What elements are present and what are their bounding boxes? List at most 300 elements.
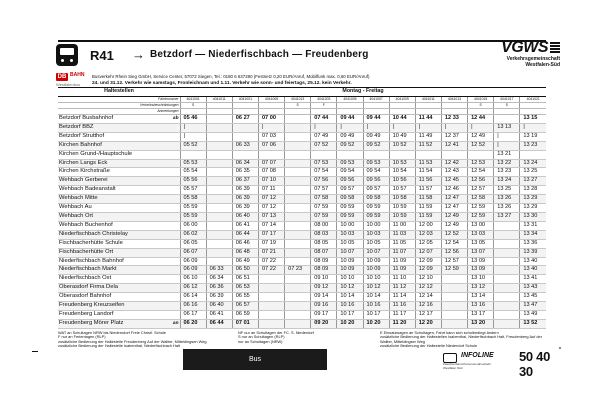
departure-time: 10 12 — [337, 284, 363, 293]
meta-cell: S — [494, 103, 520, 109]
departure-time: 06 09 — [180, 257, 206, 266]
departure-time: 12 09 — [415, 257, 441, 266]
departure-time: 12 44 — [468, 115, 494, 124]
departure-time: 09 57 — [337, 186, 363, 195]
footnote: nur an Schultagen (NRW) — [238, 338, 283, 344]
meta-cell: 4041015 — [468, 97, 494, 103]
table-row — [58, 248, 546, 257]
line-number: R41 — [90, 48, 114, 63]
table-row — [58, 150, 546, 159]
departure-time — [285, 221, 311, 230]
departure-time: 06 09 — [180, 266, 206, 275]
arrival-departure-flag — [168, 132, 180, 141]
departure-time — [494, 221, 520, 230]
departure-time — [285, 186, 311, 195]
departure-time: 06 07 — [180, 248, 206, 257]
departure-time: 10 57 — [389, 186, 415, 195]
arrival-departure-flag — [168, 293, 180, 302]
departure-time: 13 25 — [520, 168, 546, 177]
arrival-departure-flag — [168, 275, 180, 284]
departure-time: 06 41 — [232, 221, 258, 230]
arrival-departure-flag — [168, 266, 180, 275]
departure-time: 13 45 — [520, 293, 546, 302]
meta-cell: S — [285, 103, 311, 109]
departure-time — [441, 284, 467, 293]
meta-label: Anmerkungen — [58, 109, 180, 115]
departure-time: | — [494, 132, 520, 141]
departure-time — [494, 293, 520, 302]
departure-time — [285, 177, 311, 186]
departure-time — [258, 284, 284, 293]
departure-time: 13 15 — [520, 115, 546, 124]
departure-time: 09 52 — [363, 141, 389, 150]
meta-cell: S — [180, 103, 206, 109]
departure-time: 13 43 — [520, 284, 546, 293]
departure-time: 10 12 — [363, 284, 389, 293]
departure-time — [258, 319, 284, 328]
departure-time: 07 12 — [258, 204, 284, 213]
departure-time: 12 59 — [468, 204, 494, 213]
stop-name: Betzdorf BBZ — [58, 123, 168, 132]
departure-time: 06 48 — [232, 248, 258, 257]
departure-time: 06 39 — [206, 293, 232, 302]
departure-time — [232, 123, 258, 132]
departure-time: 08 07 — [311, 248, 337, 257]
departure-time: 10 58 — [389, 195, 415, 204]
meta-cell: 4041005 — [258, 97, 284, 103]
departure-time — [285, 123, 311, 132]
departure-time: 13 41 — [520, 275, 546, 284]
departure-time: 12 49 — [441, 212, 467, 221]
departure-time — [285, 293, 311, 302]
stop-name: Wehbach Ort — [58, 212, 168, 221]
departure-time — [285, 212, 311, 221]
footnote: zusätzliche Bedienung der Haltestellen Isabenthal, Niederfischbach Halt, Freudenberg Auf der Wallter, Mitteldingser Weg — [380, 334, 542, 344]
arrival-departure-flag — [168, 195, 180, 204]
departure-time: 07 49 — [311, 132, 337, 141]
db-logo: DB — [57, 74, 67, 80]
departure-time: 12 59 — [441, 266, 467, 275]
departure-time — [285, 132, 311, 141]
stop-name: Fischbacherhütte Ort — [58, 248, 168, 257]
meta-cell: 4041011 — [415, 97, 441, 103]
departure-time: 13 27 — [494, 212, 520, 221]
departure-time — [258, 302, 284, 311]
departure-time: 07 13 — [258, 212, 284, 221]
departure-time — [494, 257, 520, 266]
timetable-header — [58, 39, 560, 70]
stop-name: Niederfischbach Ost — [58, 275, 168, 284]
departure-time: 07 00 — [258, 115, 284, 124]
departure-time: 10 05 — [363, 239, 389, 248]
meta-cell: 4041001 — [180, 97, 206, 103]
departure-time — [285, 195, 311, 204]
departure-time — [206, 230, 232, 239]
departure-time: 11 44 — [415, 115, 441, 124]
stop-name: Fischbacherhütte Schule — [58, 239, 168, 248]
departure-time: 13 29 — [520, 204, 546, 213]
departure-time — [441, 319, 467, 328]
departure-time: 08 05 — [311, 239, 337, 248]
footnote: F nur an Ferientagen (RLP) — [58, 334, 106, 340]
departure-time: 11 58 — [415, 195, 441, 204]
departure-time — [494, 284, 520, 293]
meta-cell: 4041021 — [520, 97, 546, 103]
departure-time: 11 52 — [415, 141, 441, 150]
departure-time: 13 13 — [494, 123, 520, 132]
departure-time: 12 05 — [415, 239, 441, 248]
departure-time: 11 53 — [415, 159, 441, 168]
departure-time: 10 54 — [389, 168, 415, 177]
stop-name: Betzdorf Busbahnhof — [58, 115, 168, 124]
zws-subtitle: Zweckverband Personennahverkehr Westfalen Süd — [443, 362, 492, 370]
departure-time: 13 12 — [468, 284, 494, 293]
departure-time: 12 53 — [468, 159, 494, 168]
departure-time: 10 17 — [363, 310, 389, 319]
departure-time: 06 51 — [232, 275, 258, 284]
departure-time: 07 54 — [311, 168, 337, 177]
departure-time — [494, 275, 520, 284]
departure-time — [206, 221, 232, 230]
departure-time: 10 56 — [389, 177, 415, 186]
departure-time: 06 27 — [232, 115, 258, 124]
departure-time: 06 34 — [232, 159, 258, 168]
stop-name: Kirchen Bahnhof — [58, 141, 168, 150]
departure-time: 09 59 — [363, 204, 389, 213]
departure-time — [285, 239, 311, 248]
departure-time: 08 09 — [311, 257, 337, 266]
bus-label-bar: Bus — [183, 349, 327, 370]
departure-time: 12 52 — [441, 230, 467, 239]
departure-time: 12 09 — [415, 266, 441, 275]
departure-time: 12 47 — [441, 204, 467, 213]
departure-time: 11 49 — [415, 132, 441, 141]
departure-time: 07 23 — [285, 266, 311, 275]
departure-time — [285, 168, 311, 177]
departure-time: 07 10 — [258, 177, 284, 186]
departure-time: 13 20 — [468, 319, 494, 328]
departure-time: 05 59 — [180, 204, 206, 213]
footnotes-col-2 — [238, 331, 348, 345]
departure-time: 09 56 — [363, 177, 389, 186]
departure-time: 07 11 — [258, 186, 284, 195]
departure-time: 10 07 — [363, 248, 389, 257]
departure-time — [285, 302, 311, 311]
departure-time: 10 14 — [337, 293, 363, 302]
departure-time: 06 16 — [180, 302, 206, 311]
stop-name: Wehbach Gerberei — [58, 177, 168, 186]
timetable-page — [56, 39, 560, 349]
departure-time — [206, 159, 232, 168]
operator-info: Busverkehr Rhein Sieg GmbH, Service Center, 57072 Siegen, Tel.: 0180 6 637280 (Festnetz 0,20 EUR/Anruf, Mobilfunk max. 0,60 EUR/Anruf) — [92, 74, 370, 79]
table-row — [58, 159, 546, 168]
departure-time: 07 21 — [258, 248, 284, 257]
departure-time: 10 07 — [337, 248, 363, 257]
table-row — [58, 239, 546, 248]
departure-time: 12 57 — [441, 257, 467, 266]
departure-time — [494, 115, 520, 124]
departure-time: 10 16 — [337, 302, 363, 311]
departure-time: 06 36 — [206, 284, 232, 293]
footnote: WAT an Schultagen NRW bis Niederndorf Freie Christl. Schule — [58, 329, 166, 335]
departure-time: 12 49 — [468, 132, 494, 141]
departure-time: 05 58 — [180, 195, 206, 204]
footnote: E Einsatzwagen an Schultagen, Fahrt kann sich schulbedingt ändern — [380, 329, 499, 335]
departure-time: 10 09 — [337, 257, 363, 266]
departure-time: 07 01 — [232, 319, 258, 328]
departure-time — [494, 266, 520, 275]
departure-time: 06 39 — [232, 195, 258, 204]
departure-time: 07 56 — [311, 177, 337, 186]
arrival-departure-flag — [168, 177, 180, 186]
departure-time: 10 14 — [363, 293, 389, 302]
departure-time: | — [520, 123, 546, 132]
departure-time — [415, 150, 441, 159]
departure-time — [232, 132, 258, 141]
departure-time: 13 23 — [494, 168, 520, 177]
operator-row — [58, 73, 546, 87]
arrival-departure-flag — [168, 302, 180, 311]
departure-time — [258, 310, 284, 319]
departure-time — [206, 204, 232, 213]
departure-time: 10 09 — [363, 266, 389, 275]
departure-time: 13 23 — [520, 141, 546, 150]
departure-time: 09 54 — [363, 168, 389, 177]
departure-time: 13 09 — [468, 266, 494, 275]
departure-time: 07 52 — [311, 141, 337, 150]
departure-time: 11 17 — [389, 310, 415, 319]
departure-time: | — [389, 123, 415, 132]
departure-time: 13 22 — [494, 159, 520, 168]
departure-time — [441, 310, 467, 319]
departure-time: | — [337, 123, 363, 132]
departure-time: 09 53 — [337, 159, 363, 168]
vgws-subtitle-1: Verkehrsgemeinschaft — [506, 56, 560, 62]
departure-time — [520, 150, 546, 159]
departure-time: 11 07 — [389, 248, 415, 257]
stop-name: Oberasdorf Firma Dela — [58, 284, 168, 293]
stop-name: Kirchen Langs Eck — [58, 159, 168, 168]
departure-time — [337, 150, 363, 159]
stops-column-header: Haltestellen — [58, 88, 180, 97]
departure-time — [494, 310, 520, 319]
departure-time — [206, 186, 232, 195]
departure-time: 09 57 — [363, 186, 389, 195]
departure-time: 07 06 — [258, 141, 284, 150]
margin-mark — [32, 351, 38, 352]
departure-time — [258, 293, 284, 302]
departure-time: 12 56 — [441, 248, 467, 257]
departure-time: 11 00 — [389, 221, 415, 230]
departure-time: 10 49 — [389, 132, 415, 141]
table-row — [58, 186, 546, 195]
departure-time: 05 54 — [180, 168, 206, 177]
infoline-phone: 50 40 30 — [519, 349, 551, 379]
arrival-departure-flag — [168, 230, 180, 239]
meta-cell: S — [468, 103, 494, 109]
arrival-departure-flag — [168, 257, 180, 266]
departure-time: 09 16 — [311, 302, 337, 311]
departure-time — [285, 159, 311, 168]
departure-time — [206, 150, 232, 159]
departure-time: 09 20 — [311, 319, 337, 328]
departure-time — [494, 302, 520, 311]
departure-time — [494, 319, 520, 328]
departure-time: 10 59 — [389, 212, 415, 221]
vgws-logo — [488, 40, 560, 68]
departure-time — [285, 115, 311, 124]
departure-time: 07 22 — [258, 266, 284, 275]
departure-time — [494, 230, 520, 239]
db-brand: BAHN — [70, 72, 85, 78]
departure-time: | — [494, 141, 520, 150]
stop-name: Freudenberg Mörer Platz — [58, 319, 168, 328]
meta-label: Fahrtnummer — [58, 97, 180, 103]
departure-time: 06 20 — [180, 319, 206, 328]
meta-cell: 4041017 — [494, 97, 520, 103]
table-row — [58, 221, 546, 230]
departure-time: 12 46 — [441, 186, 467, 195]
departure-time: 12 17 — [415, 310, 441, 319]
departure-time — [494, 248, 520, 257]
stop-name: Wehbach Badeanstalt — [58, 186, 168, 195]
table-row — [58, 177, 546, 186]
stop-name: Niederfischbach Christelay — [58, 230, 168, 239]
departure-time: 10 10 — [337, 275, 363, 284]
table-row — [58, 204, 546, 213]
footnotes — [58, 331, 546, 347]
meta-cell: 4041009 — [389, 97, 415, 103]
departure-time: | — [311, 123, 337, 132]
table-row — [58, 275, 546, 284]
table-row — [58, 132, 546, 141]
departure-time: 05 57 — [180, 186, 206, 195]
departure-time: 13 36 — [520, 239, 546, 248]
departure-time: 12 54 — [468, 168, 494, 177]
departure-time: 10 03 — [337, 230, 363, 239]
departure-time: 10 09 — [337, 266, 363, 275]
arrival-departure-flag — [168, 284, 180, 293]
departure-time: 07 22 — [258, 257, 284, 266]
departure-time: 07 14 — [258, 221, 284, 230]
departure-time — [285, 319, 311, 328]
departure-time: 07 53 — [311, 159, 337, 168]
arrival-departure-flag — [168, 141, 180, 150]
departure-time: 12 58 — [468, 195, 494, 204]
departure-time: 12 14 — [415, 293, 441, 302]
table-row — [58, 266, 546, 275]
departure-time: 10 17 — [337, 310, 363, 319]
bus-icon — [56, 44, 78, 66]
departure-time: 13 40 — [520, 257, 546, 266]
departure-time: 13 00 — [468, 221, 494, 230]
arrival-departure-flag: an — [168, 319, 180, 328]
departure-time: 13 16 — [468, 302, 494, 311]
departure-time — [441, 293, 467, 302]
stop-name: Freudenberg Landorf — [58, 310, 168, 319]
departure-time — [494, 239, 520, 248]
stop-name: Freudenberg Kreuzseifen — [58, 302, 168, 311]
departure-time — [441, 150, 467, 159]
departure-time — [258, 275, 284, 284]
departure-time — [285, 257, 311, 266]
departure-time — [285, 141, 311, 150]
table-row — [58, 284, 546, 293]
departure-time: 11 16 — [389, 302, 415, 311]
departure-time: 12 12 — [415, 284, 441, 293]
departure-time: 13 10 — [468, 275, 494, 284]
departure-time: 10 10 — [363, 275, 389, 284]
departure-time: 13 30 — [520, 212, 546, 221]
arrival-departure-flag — [168, 186, 180, 195]
departure-time: 11 10 — [389, 275, 415, 284]
departure-time: 12 59 — [468, 212, 494, 221]
table-row — [58, 195, 546, 204]
departure-time: 06 10 — [180, 275, 206, 284]
departure-time: 13 31 — [520, 221, 546, 230]
departure-time — [441, 275, 467, 284]
departure-time: 09 54 — [337, 168, 363, 177]
departure-time: 10 09 — [363, 257, 389, 266]
arrival-departure-flag — [168, 212, 180, 221]
departure-time: 09 44 — [363, 115, 389, 124]
table-row — [58, 293, 546, 302]
departure-time: 13 09 — [468, 257, 494, 266]
meta-label: Verkehrsbeschränkungen — [58, 103, 180, 109]
departure-time: 13 21 — [494, 150, 520, 159]
db-subtitle: Westfalenbus — [56, 82, 81, 87]
departure-time — [206, 177, 232, 186]
departure-time: 11 03 — [389, 230, 415, 239]
stop-name: Kirchen Grund-/Hauptschule — [58, 150, 168, 159]
departure-time: 06 39 — [232, 204, 258, 213]
table-row — [58, 212, 546, 221]
departure-time: 06 05 — [180, 239, 206, 248]
departure-time: 12 00 — [415, 221, 441, 230]
departure-time: 13 27 — [520, 177, 546, 186]
departure-time: 13 24 — [520, 159, 546, 168]
departure-time: 13 26 — [494, 204, 520, 213]
departure-time: 13 24 — [494, 177, 520, 186]
arrival-departure-flag — [168, 168, 180, 177]
departure-time: 13 19 — [520, 132, 546, 141]
departure-time: 09 10 — [311, 275, 337, 284]
departure-time: 09 44 — [337, 115, 363, 124]
infoline-label: INFOLINE — [461, 352, 494, 359]
departure-time: 10 20 — [337, 319, 363, 328]
departure-time — [206, 239, 232, 248]
departure-time: 10 20 — [363, 319, 389, 328]
departure-time: | — [180, 123, 206, 132]
departure-time: 07 58 — [311, 195, 337, 204]
departure-time: 06 41 — [206, 310, 232, 319]
departure-time: 08 00 — [311, 221, 337, 230]
departure-time: 07 03 — [258, 132, 284, 141]
meta-cell: 4041011 — [206, 97, 232, 103]
departure-time: 06 34 — [206, 275, 232, 284]
departure-time: 11 54 — [415, 168, 441, 177]
arrival-departure-flag — [168, 221, 180, 230]
departure-time: 06 44 — [206, 319, 232, 328]
departure-time: | — [180, 132, 206, 141]
departure-time — [285, 150, 311, 159]
departure-time: 09 52 — [337, 141, 363, 150]
departure-time: 12 20 — [415, 319, 441, 328]
departure-time: 11 09 — [389, 257, 415, 266]
departure-time: 11 59 — [415, 204, 441, 213]
departure-time: 13 40 — [520, 266, 546, 275]
departure-time — [206, 248, 232, 257]
